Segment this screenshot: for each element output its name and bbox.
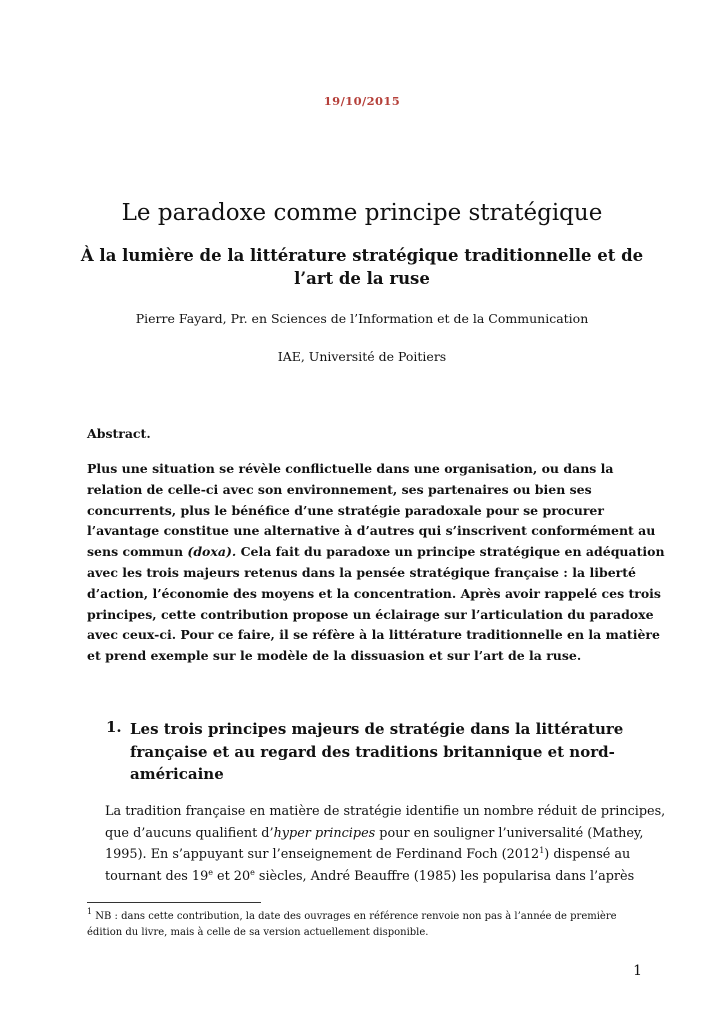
document-date: 19/10/2015 [323, 94, 401, 108]
footnote-line [87, 909, 647, 925]
abstract-line: d’action, l’économie des moyens et la concentration. Après avoir rappelé ces trois [87, 585, 661, 601]
body-text: pour en souligner l’universalité (Mathey, [375, 825, 644, 841]
abstract-line: concurrents, plus le bénéfice d’une stratégie paradoxale pour se procurer [87, 502, 604, 518]
section-heading-line: française et au regard des traditions britannique et nord- [130, 742, 615, 761]
body-text: que d’aucuns qualifient d’ [105, 825, 274, 841]
abstract-line: l’avantage constitue une alternative à d’autres qui s’inscrivent conformément au [87, 523, 656, 539]
body-line [105, 844, 665, 866]
abstract-text: Cela fait du paradoxe un principe stratégique en adéquation [236, 544, 665, 560]
abstract-label: Abstract. [87, 426, 151, 441]
abstract-text: sens commun [87, 544, 188, 560]
abstract-line: Plus une situation se révèle conflictuelle dans une organisation, ou dans la [87, 461, 614, 476]
body-text: siècles, André Beauffre (1985) les popularisa dans l’après [254, 868, 635, 884]
abstract-line [87, 542, 665, 563]
body-line [105, 866, 665, 888]
section-number: 1. [106, 718, 122, 736]
subtitle-line-2: l’art de la ruse [294, 269, 430, 288]
document-subtitle [60, 244, 664, 290]
subtitle-line-1: À la lumière de la littérature stratégique traditionnelle et de [80, 246, 644, 265]
abstract-line: avec ceux-ci. Pour ce faire, il se réfère à la littérature traditionnelle en la matière [87, 627, 660, 643]
abstract-italic-term: (doxa). [187, 544, 237, 560]
author-line: Pierre Fayard, Pr. en Sciences de l’Information et de la Communication [135, 311, 589, 326]
section-heading [130, 718, 650, 786]
body-line [105, 823, 665, 845]
abstract-line: avec les trois majeurs retenus dans la pensée stratégique française : la liberté [87, 564, 636, 580]
superscript: e [208, 867, 213, 877]
body-text: 1995). En s’appuyant sur l’enseignement de Ferdinand Foch (2012 [105, 847, 540, 862]
section-heading-line: américaine [130, 765, 224, 783]
abstract-line: relation de celle-ci avec son environnement, ses partenaires ou bien ses [87, 481, 592, 497]
section-heading-line: Les trois principes majeurs de stratégie dans la littérature [130, 720, 624, 738]
body-paragraph [105, 801, 665, 887]
footnote-marker: 1 [87, 907, 93, 916]
affiliation-line: IAE, Université de Poitiers [277, 349, 447, 364]
footnote-divider [87, 902, 261, 903]
body-text: ) dispensé au [544, 847, 631, 862]
abstract-body [87, 459, 665, 667]
footnote-ref[interactable]: 1 [539, 846, 545, 855]
document-title: Le paradoxe comme principe stratégique [121, 200, 603, 226]
abstract-line: et prend exemple sur le modèle de la dissuasion et sur l’art de la ruse. [87, 648, 582, 664]
footnote-line: édition du livre, mais à celle de sa version actuellement disponible. [87, 926, 429, 938]
body-italic-term: hyper principes [273, 825, 376, 841]
abstract-line: principes, cette contribution propose un éclairage sur l’articulation du paradoxe [87, 606, 654, 622]
page-number: 1 [633, 963, 642, 979]
body-text: tournant des 19 [105, 868, 209, 884]
body-line: La tradition française en matière de stratégie identifie un nombre réduit de principes, [105, 804, 666, 819]
footnote [87, 909, 647, 940]
superscript: e [250, 867, 255, 877]
footnote-text: NB : dans cette contribution, la date des ouvrages en référence renvoie non pas à l’année de première [92, 911, 617, 922]
body-text: et 20 [212, 868, 251, 884]
